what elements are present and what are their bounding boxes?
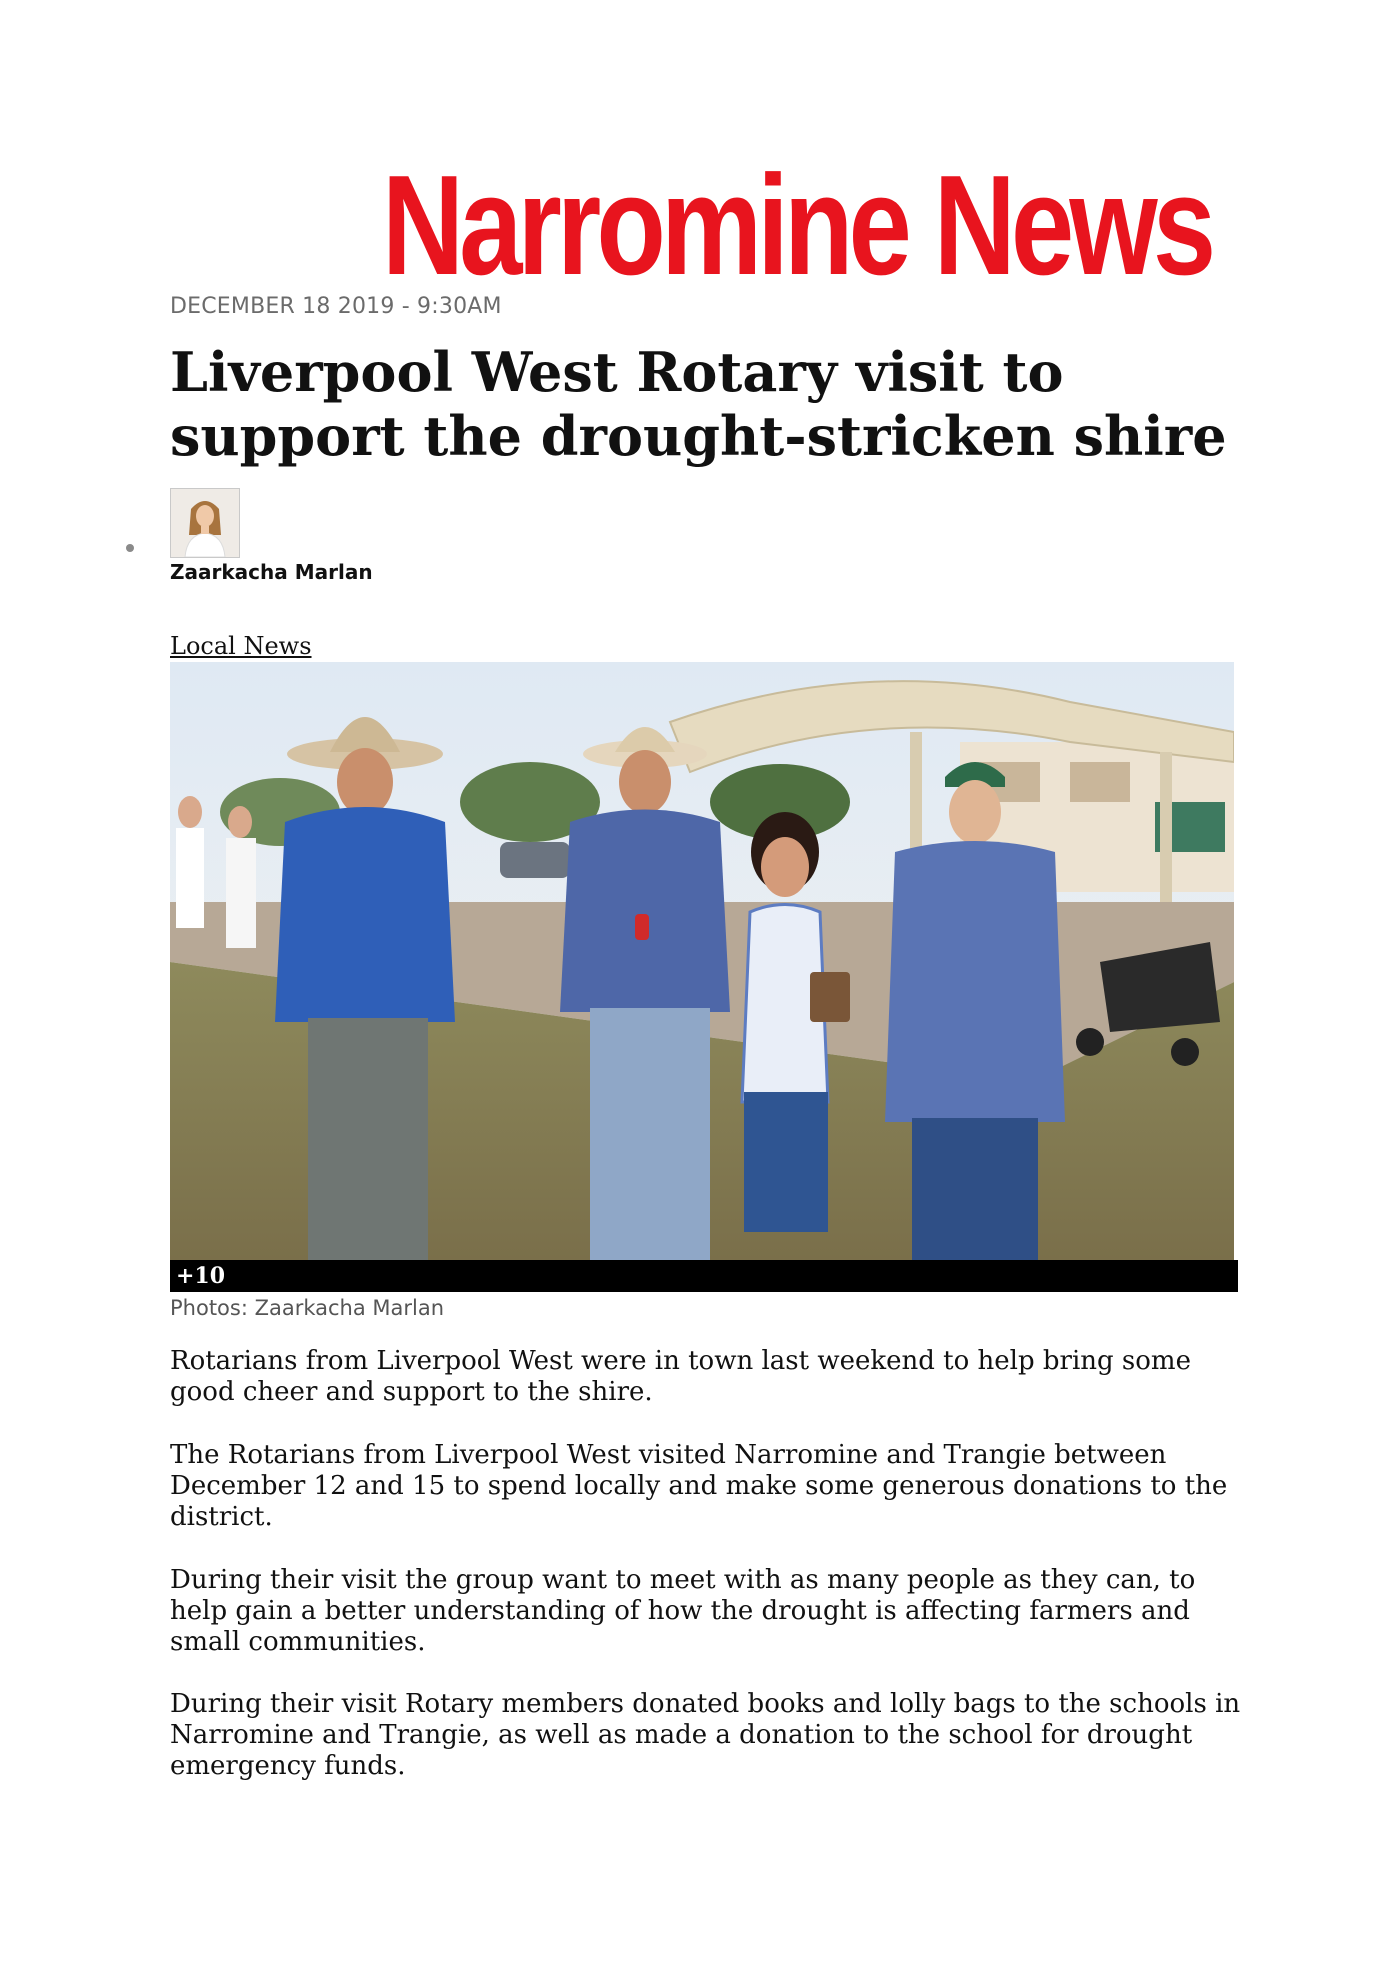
author-avatar[interactable] [170,488,240,558]
photo-caption: Photos: Zaarkacha Marlan [170,1296,445,1320]
article-dateline: DECEMBER 18 2019 - 9:30AM [170,294,502,319]
photo-gallery-bar[interactable] [170,1260,1238,1292]
body-paragraph-1: Rotarians from Liverpool West were in town last weekend to help bring some good cheer and support to the shire. [170,1346,1191,1407]
body-paragraph-3: During their visit the group want to meet with as many people as they can, to help gain a better understanding of how the drought is affecting farmers and small communities. [170,1565,1196,1657]
body-paragraph-4: During their visit Rotary members donated books and lolly bags to the schools in Narromine and Trangie, as well as made a donation to the school for drought emergency funds. [170,1689,1241,1781]
body-paragraph-2: The Rotarians from Liverpool West visited Narromine and Trangie between December 12 and 15 to spend locally and make some generous donations to the district. [170,1440,1228,1532]
author-name[interactable]: Zaarkacha Marlan [170,560,373,584]
author-portrait-image [171,489,239,557]
rotary-group-photo [170,662,1234,1260]
author-list-bullet [126,544,134,552]
gallery-count[interactable]: +10 [176,1263,226,1289]
category-link-local-news[interactable]: Local News [170,632,312,660]
masthead-logo: Narromine News [382,146,1212,305]
article-headline: Liverpool West Rotary visit to support the drought-stricken shire [170,340,1227,468]
article-hero-photo[interactable] [170,662,1234,1260]
